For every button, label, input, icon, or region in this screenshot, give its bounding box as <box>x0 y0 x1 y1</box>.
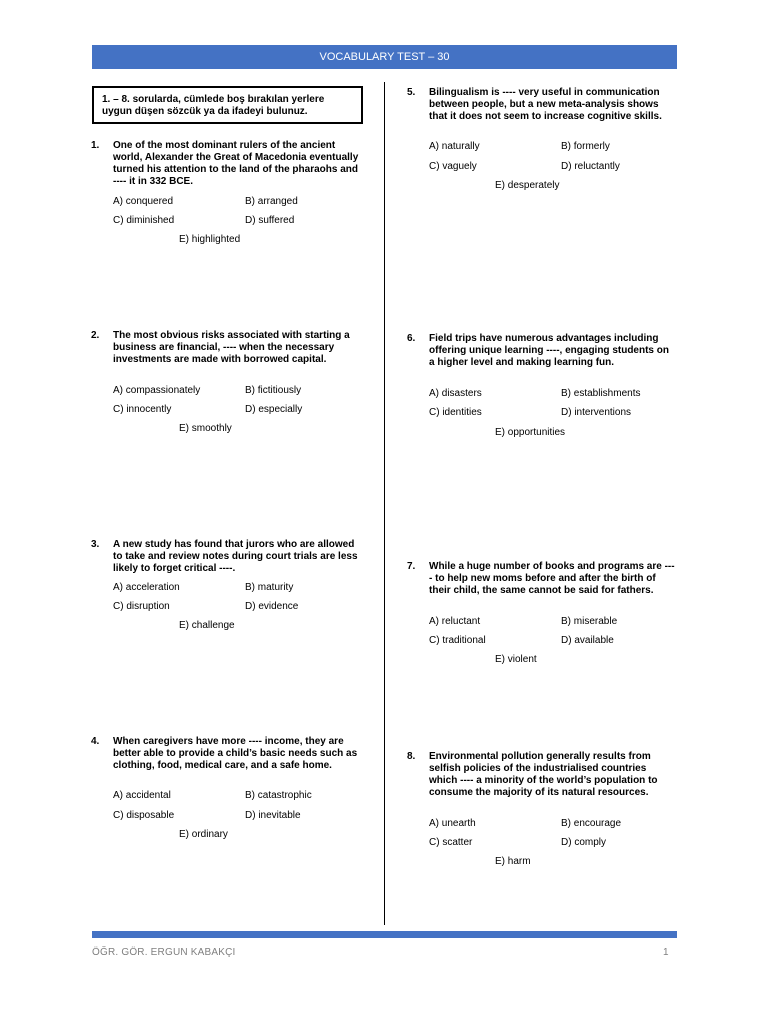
option-d[interactable]: D) comply <box>561 837 607 848</box>
question-stem: While a huge number of books and programs are ---- to help new moms before and after the birth of their child, the same cannot be said for fathers. <box>429 561 675 596</box>
option-c[interactable]: C) diminished <box>113 215 175 226</box>
option-b[interactable]: B) encourage <box>561 818 622 829</box>
question-number: 6. <box>407 333 416 344</box>
option-c[interactable]: C) scatter <box>429 837 473 848</box>
question-number: 7. <box>407 561 416 572</box>
option-b[interactable]: B) miserable <box>561 616 618 627</box>
question-number: 3. <box>91 539 100 550</box>
option-d[interactable]: D) evidence <box>245 601 299 612</box>
option-a[interactable]: A) conquered <box>113 196 174 207</box>
option-c[interactable]: C) disruption <box>113 601 170 612</box>
question-stem: The most obvious risks associated with starting a business are financial, ---- when the necessary investments are made with borrowed capital. <box>113 330 350 365</box>
option-c[interactable]: C) traditional <box>429 635 486 646</box>
question-number: 4. <box>91 736 100 747</box>
option-a[interactable]: A) accidental <box>113 790 171 801</box>
option-a[interactable]: A) unearth <box>429 818 476 829</box>
option-a[interactable]: A) reluctant <box>429 616 481 627</box>
question-stem: A new study has found that jurors who are allowed to take and review notes during court trials are less likely to forget critical ----. <box>113 539 358 574</box>
option-c[interactable]: C) disposable <box>113 810 175 821</box>
option-e[interactable]: E) smoothly <box>179 423 232 434</box>
option-e[interactable]: E) ordinary <box>179 829 228 840</box>
question-number: 5. <box>407 87 416 98</box>
question-number: 2. <box>91 330 100 341</box>
instruction-box <box>92 86 363 124</box>
page-number: 1 <box>663 947 669 958</box>
option-d[interactable]: D) suffered <box>245 215 295 226</box>
option-a[interactable]: A) disasters <box>429 388 482 399</box>
option-b[interactable]: B) fictitiously <box>245 385 302 396</box>
option-d[interactable]: D) interventions <box>561 407 632 418</box>
option-d[interactable]: D) inevitable <box>245 810 301 821</box>
option-d[interactable]: D) reluctantly <box>561 161 620 172</box>
column-divider <box>384 82 385 925</box>
option-d[interactable]: D) available <box>561 635 614 646</box>
option-e[interactable]: E) highlighted <box>179 234 241 245</box>
option-e[interactable]: E) opportunities <box>495 427 566 438</box>
option-c[interactable]: C) identities <box>429 407 482 418</box>
option-b[interactable]: B) catastrophic <box>245 790 312 801</box>
footer-bar <box>92 931 677 938</box>
question-stem: Field trips have numerous advantages including offering unique learning ----, engaging students on a higher level and making learning fun. <box>429 333 669 368</box>
question-stem: Bilingualism is ---- very useful in communication between people, but a new meta-analysis shows that it does not seem to increase cognitive skills. <box>429 87 662 122</box>
option-e[interactable]: E) desperately <box>495 180 560 191</box>
question-stem: One of the most dominant rulers of the ancient world, Alexander the Great of Macedonia eventually turned his attention to the land of the pharaohs and ---- it in 332 BCE. <box>113 140 359 187</box>
option-a[interactable]: A) acceleration <box>113 582 180 593</box>
option-a[interactable]: A) compassionately <box>113 385 201 396</box>
option-e[interactable]: E) violent <box>495 654 537 665</box>
option-b[interactable]: B) formerly <box>561 141 610 152</box>
question-stem: When caregivers have more ---- income, they are better able to provide a child’s basic needs such as clothing, food, medical care, and a safe home. <box>113 736 358 771</box>
instruction-text: 1. – 8. sorularda, cümlede boş bırakılan yerlere uygun düşen sözcük ya da ifadeyi bulunuz. <box>102 94 325 117</box>
option-a[interactable]: A) naturally <box>429 141 480 152</box>
option-c[interactable]: C) vaguely <box>429 161 477 172</box>
option-c[interactable]: C) innocently <box>113 404 172 415</box>
header-bar <box>92 45 677 69</box>
footer-author: ÖĞR. GÖR. ERGUN KABAKÇI <box>92 947 236 958</box>
option-b[interactable]: B) establishments <box>561 388 641 399</box>
test-title: VOCABULARY TEST – 30 <box>319 51 450 63</box>
option-e[interactable]: E) harm <box>495 856 531 867</box>
question-stem: Environmental pollution generally results from selfish policies of the industrialised countries which ---- a minority of the world’s population to consume the majority of its natural resources. <box>429 751 658 798</box>
option-b[interactable]: B) arranged <box>245 196 298 207</box>
question-number: 8. <box>407 751 416 762</box>
option-d[interactable]: D) especially <box>245 404 303 415</box>
option-e[interactable]: E) challenge <box>179 620 235 631</box>
option-b[interactable]: B) maturity <box>245 582 294 593</box>
question-number: 1. <box>91 140 100 151</box>
